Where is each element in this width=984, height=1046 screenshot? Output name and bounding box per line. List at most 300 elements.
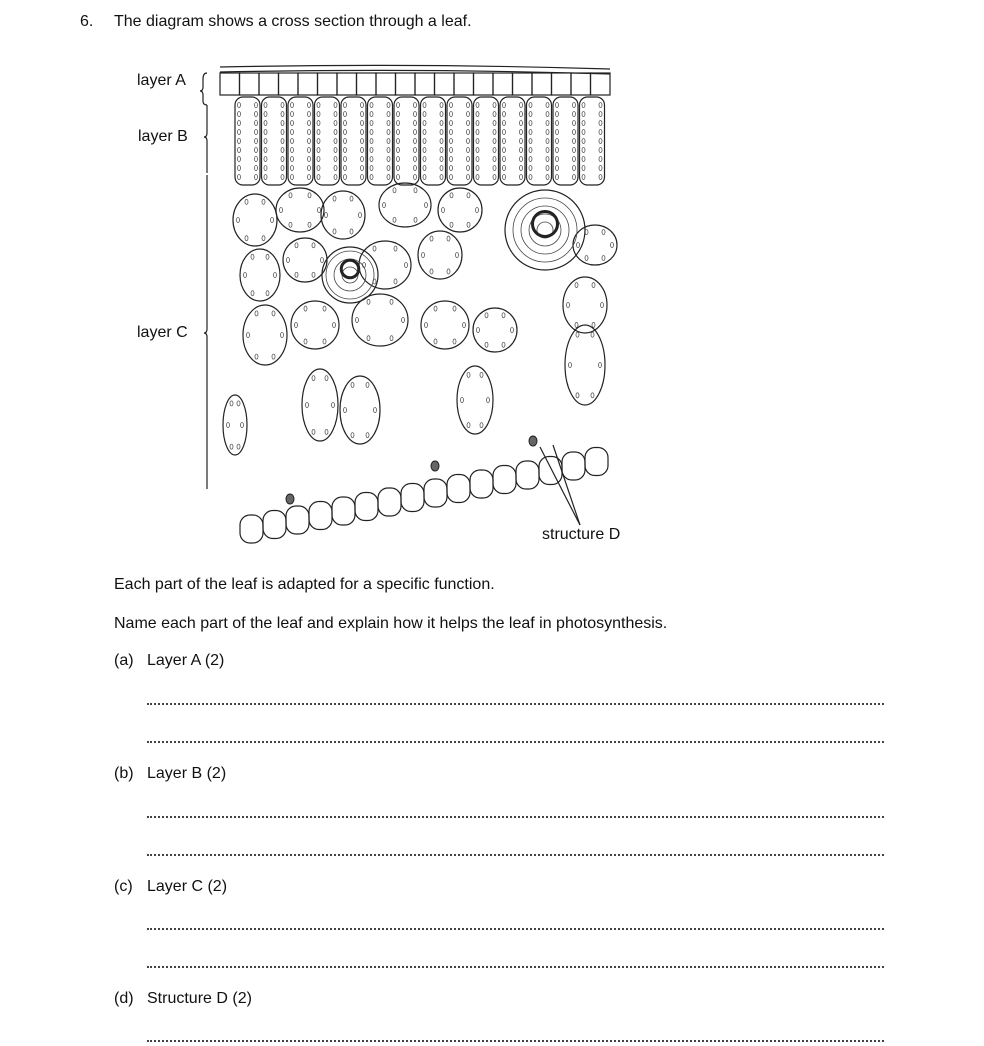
chloroplast bbox=[291, 121, 294, 126]
chloroplast bbox=[361, 175, 364, 180]
chloroplast bbox=[487, 398, 490, 403]
chloroplast bbox=[592, 322, 595, 327]
chloroplast bbox=[237, 401, 240, 406]
chloroplast bbox=[453, 339, 456, 344]
chloroplast bbox=[238, 130, 241, 135]
chloroplast bbox=[414, 139, 417, 144]
palisade-cell bbox=[235, 97, 260, 185]
chloroplast bbox=[264, 130, 267, 135]
answer-line[interactable] bbox=[147, 741, 884, 743]
chloroplast bbox=[266, 291, 269, 296]
chloroplast bbox=[520, 112, 523, 117]
chloroplast bbox=[529, 157, 532, 162]
chloroplast bbox=[576, 332, 579, 337]
chloroplast bbox=[556, 157, 559, 162]
epidermis-cell bbox=[357, 73, 377, 95]
chloroplast bbox=[467, 148, 470, 153]
chloroplast bbox=[255, 148, 258, 153]
chloroplast bbox=[295, 243, 298, 248]
answer-line[interactable] bbox=[147, 928, 884, 930]
chloroplast bbox=[493, 139, 496, 144]
chloroplast bbox=[529, 166, 532, 171]
chloroplast bbox=[281, 333, 284, 338]
chloroplast bbox=[450, 148, 453, 153]
chloroplast bbox=[334, 139, 337, 144]
chloroplast bbox=[461, 398, 464, 403]
chloroplast bbox=[238, 175, 241, 180]
chloroplast bbox=[529, 103, 532, 108]
chloroplast bbox=[476, 112, 479, 117]
chloroplast bbox=[344, 130, 347, 135]
chloroplast bbox=[577, 243, 580, 248]
chloroplast bbox=[359, 213, 362, 218]
bracket-layer-b bbox=[204, 105, 207, 173]
chloroplast bbox=[546, 130, 549, 135]
chloroplast bbox=[238, 166, 241, 171]
epidermis-cell bbox=[474, 73, 494, 95]
chloroplast bbox=[332, 403, 335, 408]
chloroplast bbox=[476, 157, 479, 162]
chloroplast bbox=[281, 112, 284, 117]
chloroplast bbox=[308, 157, 311, 162]
spongy-cell bbox=[379, 183, 431, 227]
chloroplast bbox=[493, 166, 496, 171]
chloroplast bbox=[255, 311, 258, 316]
chloroplast bbox=[397, 130, 400, 135]
chloroplast bbox=[450, 121, 453, 126]
chloroplast bbox=[266, 254, 269, 259]
chloroplast bbox=[493, 157, 496, 162]
chloroplast bbox=[374, 408, 377, 413]
chloroplast bbox=[291, 139, 294, 144]
chloroplast bbox=[442, 208, 445, 213]
chloroplast bbox=[361, 139, 364, 144]
chloroplast bbox=[344, 112, 347, 117]
lower-epidermis-cell bbox=[562, 452, 585, 480]
chloroplast bbox=[450, 175, 453, 180]
chloroplast bbox=[264, 175, 267, 180]
chloroplast bbox=[440, 103, 443, 108]
spongy-cell bbox=[421, 301, 469, 349]
spongy-cell bbox=[291, 301, 339, 349]
chloroplast bbox=[317, 130, 320, 135]
chloroplast bbox=[264, 112, 267, 117]
chloroplast bbox=[281, 175, 284, 180]
chloroplast bbox=[271, 218, 274, 223]
chloroplast bbox=[344, 148, 347, 153]
chloroplast bbox=[245, 199, 248, 204]
chloroplast bbox=[440, 139, 443, 144]
chloroplast bbox=[334, 175, 337, 180]
chloroplast bbox=[394, 246, 397, 251]
chloroplast bbox=[373, 246, 376, 251]
chloroplast bbox=[367, 299, 370, 304]
chloroplast bbox=[397, 157, 400, 162]
chloroplast bbox=[520, 175, 523, 180]
chloroplast bbox=[387, 130, 390, 135]
chloroplast bbox=[238, 148, 241, 153]
chloroplast bbox=[366, 382, 369, 387]
chloroplast bbox=[230, 444, 233, 449]
chloroplast bbox=[238, 103, 241, 108]
xylem bbox=[341, 260, 359, 278]
chloroplast bbox=[582, 139, 585, 144]
chloroplast bbox=[281, 139, 284, 144]
chloroplast bbox=[503, 112, 506, 117]
chloroplast bbox=[573, 130, 576, 135]
chloroplast bbox=[467, 103, 470, 108]
chloroplast bbox=[308, 222, 311, 227]
chloroplast bbox=[599, 121, 602, 126]
palisade-cell bbox=[341, 97, 366, 185]
answer-line[interactable] bbox=[147, 703, 884, 705]
chloroplast bbox=[573, 121, 576, 126]
chloroplast bbox=[262, 199, 265, 204]
chloroplast bbox=[520, 139, 523, 144]
chloroplast bbox=[599, 148, 602, 153]
chloroplast bbox=[440, 157, 443, 162]
chloroplast bbox=[351, 433, 354, 438]
part-letter: (c) bbox=[114, 878, 133, 895]
chloroplast bbox=[281, 166, 284, 171]
chloroplast bbox=[334, 103, 337, 108]
epidermis-cell bbox=[220, 73, 240, 95]
chloroplast bbox=[367, 336, 370, 341]
chloroplast bbox=[546, 139, 549, 144]
chloroplast bbox=[546, 121, 549, 126]
chloroplast bbox=[480, 372, 483, 377]
chloroplast bbox=[546, 103, 549, 108]
chloroplast bbox=[440, 148, 443, 153]
chloroplast bbox=[582, 157, 585, 162]
chloroplast bbox=[423, 139, 426, 144]
chloroplast bbox=[272, 311, 275, 316]
chloroplast bbox=[350, 196, 353, 201]
vascular-bundle bbox=[322, 247, 378, 303]
chloroplast bbox=[520, 103, 523, 108]
chloroplast bbox=[476, 103, 479, 108]
chloroplast bbox=[255, 121, 258, 126]
chloroplast bbox=[599, 363, 602, 368]
chloroplast bbox=[387, 166, 390, 171]
chloroplast bbox=[255, 175, 258, 180]
chloroplast bbox=[351, 382, 354, 387]
chloroplast bbox=[333, 196, 336, 201]
chloroplast bbox=[423, 166, 426, 171]
chloroplast bbox=[582, 112, 585, 117]
palisade-cell bbox=[421, 97, 446, 185]
spongy-cell bbox=[565, 325, 605, 405]
chloroplast bbox=[575, 322, 578, 327]
chloroplast bbox=[264, 148, 267, 153]
chloroplast bbox=[325, 429, 328, 434]
part-letter: (a) bbox=[114, 652, 134, 669]
lower-epidermis-cell bbox=[263, 511, 286, 539]
chloroplast bbox=[556, 112, 559, 117]
lower-epidermis-cell bbox=[424, 479, 447, 507]
epidermis-cell bbox=[493, 73, 513, 95]
chloroplast bbox=[308, 139, 311, 144]
chloroplast bbox=[308, 175, 311, 180]
chloroplast bbox=[237, 444, 240, 449]
chloroplast bbox=[308, 148, 311, 153]
chloroplast bbox=[291, 157, 294, 162]
chloroplast bbox=[325, 376, 328, 381]
chloroplast bbox=[450, 193, 453, 198]
palisade-cell bbox=[527, 97, 552, 185]
chloroplast bbox=[447, 269, 450, 274]
chloroplast bbox=[599, 166, 602, 171]
chloroplast bbox=[503, 103, 506, 108]
label-structure-d: structure D bbox=[542, 526, 621, 543]
chloroplast bbox=[334, 112, 337, 117]
chloroplast bbox=[576, 393, 579, 398]
chloroplast bbox=[390, 336, 393, 341]
chloroplast bbox=[251, 291, 254, 296]
chloroplast bbox=[308, 193, 311, 198]
chloroplast bbox=[308, 112, 311, 117]
statement: Each part of the leaf is adapted for a specific function. bbox=[114, 576, 495, 593]
chloroplast bbox=[370, 148, 373, 153]
chloroplast bbox=[502, 342, 505, 347]
chloroplast bbox=[317, 112, 320, 117]
chloroplast bbox=[591, 332, 594, 337]
chloroplast bbox=[361, 112, 364, 117]
chloroplast bbox=[450, 166, 453, 171]
answer-line[interactable] bbox=[147, 1040, 884, 1042]
chloroplast bbox=[370, 121, 373, 126]
chloroplast bbox=[356, 318, 359, 323]
chloroplast bbox=[397, 139, 400, 144]
chloroplast bbox=[272, 354, 275, 359]
chloroplast bbox=[503, 175, 506, 180]
chloroplast bbox=[387, 148, 390, 153]
chloroplast bbox=[291, 112, 294, 117]
chloroplast bbox=[520, 157, 523, 162]
chloroplast bbox=[414, 121, 417, 126]
chloroplast bbox=[480, 423, 483, 428]
spongy-cell bbox=[359, 241, 411, 289]
chloroplast bbox=[546, 148, 549, 153]
answer-line[interactable] bbox=[147, 816, 884, 818]
chloroplast bbox=[397, 112, 400, 117]
chloroplast bbox=[255, 354, 258, 359]
chloroplast bbox=[546, 157, 549, 162]
chloroplast bbox=[264, 139, 267, 144]
question-intro: The diagram shows a cross section through a leaf. bbox=[114, 13, 472, 30]
chloroplast bbox=[241, 423, 244, 428]
chloroplast bbox=[350, 229, 353, 234]
chloroplast bbox=[287, 258, 290, 263]
chloroplast bbox=[264, 121, 267, 126]
chloroplast bbox=[423, 121, 426, 126]
chloroplast bbox=[467, 130, 470, 135]
chloroplast bbox=[493, 130, 496, 135]
chloroplast bbox=[387, 103, 390, 108]
chloroplast bbox=[289, 193, 292, 198]
chloroplast bbox=[281, 148, 284, 153]
chloroplast bbox=[325, 213, 328, 218]
cuticle bbox=[220, 65, 610, 69]
chloroplast bbox=[447, 236, 450, 241]
chloroplast bbox=[602, 230, 605, 235]
chloroplast bbox=[251, 254, 254, 259]
bracket-layer-a bbox=[200, 73, 207, 105]
chloroplast bbox=[422, 253, 425, 258]
chloroplast bbox=[387, 139, 390, 144]
chloroplast bbox=[463, 323, 466, 328]
chloroplast bbox=[318, 208, 321, 213]
chloroplast bbox=[245, 236, 248, 241]
chloroplast bbox=[264, 157, 267, 162]
chloroplast bbox=[308, 130, 311, 135]
chloroplast bbox=[493, 175, 496, 180]
chloroplast bbox=[308, 121, 311, 126]
chloroplast bbox=[255, 112, 258, 117]
chloroplast bbox=[334, 121, 337, 126]
spongy-cell bbox=[340, 376, 380, 444]
chloroplast bbox=[423, 130, 426, 135]
chloroplast bbox=[425, 203, 428, 208]
chloroplast bbox=[304, 306, 307, 311]
chloroplast bbox=[334, 148, 337, 153]
chloroplast bbox=[503, 130, 506, 135]
chloroplast bbox=[573, 157, 576, 162]
chloroplast bbox=[450, 130, 453, 135]
chloroplast bbox=[599, 130, 602, 135]
spongy-cell bbox=[240, 249, 280, 301]
chloroplast bbox=[317, 103, 320, 108]
chloroplast bbox=[582, 121, 585, 126]
chloroplast bbox=[281, 121, 284, 126]
chloroplast bbox=[317, 175, 320, 180]
chloroplast bbox=[274, 273, 277, 278]
chloroplast bbox=[430, 269, 433, 274]
chloroplast bbox=[476, 175, 479, 180]
chloroplast bbox=[467, 112, 470, 117]
chloroplast bbox=[450, 139, 453, 144]
leaf-cross-section-diagram bbox=[115, 45, 663, 557]
epidermis-cell bbox=[376, 73, 396, 95]
chloroplast bbox=[440, 175, 443, 180]
chloroplast bbox=[556, 148, 559, 153]
chloroplast bbox=[414, 217, 417, 222]
chloroplast bbox=[397, 148, 400, 153]
chloroplast bbox=[262, 236, 265, 241]
lower-epidermis-cell bbox=[585, 448, 608, 476]
chloroplast bbox=[456, 253, 459, 258]
chloroplast bbox=[414, 112, 417, 117]
palisade-cell bbox=[447, 97, 472, 185]
chloroplast bbox=[321, 258, 324, 263]
chloroplast bbox=[440, 121, 443, 126]
answer-line[interactable] bbox=[147, 966, 884, 968]
chloroplast bbox=[585, 255, 588, 260]
chloroplast bbox=[529, 121, 532, 126]
chloroplast bbox=[573, 103, 576, 108]
chloroplast bbox=[556, 121, 559, 126]
chloroplast bbox=[312, 243, 315, 248]
lower-epidermis-cell bbox=[401, 484, 424, 512]
chloroplast bbox=[556, 139, 559, 144]
chloroplast bbox=[361, 166, 364, 171]
chloroplast bbox=[529, 175, 532, 180]
chloroplast bbox=[361, 148, 364, 153]
chloroplast bbox=[414, 157, 417, 162]
part-letter: (b) bbox=[114, 765, 134, 782]
chloroplast bbox=[573, 112, 576, 117]
chloroplast bbox=[306, 403, 309, 408]
guard-cell bbox=[431, 461, 439, 471]
chloroplast bbox=[361, 121, 364, 126]
chloroplast bbox=[440, 130, 443, 135]
chloroplast bbox=[493, 148, 496, 153]
chloroplast bbox=[423, 103, 426, 108]
chloroplast bbox=[425, 323, 428, 328]
palisade-cell bbox=[315, 97, 340, 185]
label-layer-a: layer A bbox=[137, 72, 186, 89]
chloroplast bbox=[450, 112, 453, 117]
chloroplast bbox=[476, 121, 479, 126]
chloroplast bbox=[599, 103, 602, 108]
epidermis-cell bbox=[318, 73, 338, 95]
chloroplast bbox=[281, 103, 284, 108]
chloroplast bbox=[529, 130, 532, 135]
chloroplast bbox=[255, 157, 258, 162]
chloroplast bbox=[414, 188, 417, 193]
chloroplast bbox=[281, 130, 284, 135]
chloroplast bbox=[397, 103, 400, 108]
chloroplast bbox=[317, 121, 320, 126]
chloroplast bbox=[520, 148, 523, 153]
chloroplast bbox=[520, 121, 523, 126]
vascular-tissue bbox=[326, 251, 374, 299]
chloroplast bbox=[546, 175, 549, 180]
chloroplast bbox=[370, 103, 373, 108]
chloroplast bbox=[397, 166, 400, 171]
chloroplast bbox=[611, 243, 614, 248]
chloroplast bbox=[344, 139, 347, 144]
epidermis-cell bbox=[240, 73, 260, 95]
epidermis-cell bbox=[532, 73, 552, 95]
chloroplast bbox=[599, 139, 602, 144]
vascular-tissue bbox=[513, 198, 577, 262]
chloroplast bbox=[393, 188, 396, 193]
chloroplast bbox=[476, 139, 479, 144]
vascular-bundle bbox=[505, 190, 585, 270]
chloroplast bbox=[312, 376, 315, 381]
guard-cell bbox=[529, 436, 537, 446]
chloroplast bbox=[467, 175, 470, 180]
epidermis-cell bbox=[259, 73, 279, 95]
lower-epidermis-cell bbox=[447, 475, 470, 503]
chloroplast bbox=[582, 103, 585, 108]
chloroplast bbox=[423, 175, 426, 180]
answer-line[interactable] bbox=[147, 854, 884, 856]
chloroplast bbox=[573, 166, 576, 171]
chloroplast bbox=[476, 130, 479, 135]
chloroplast bbox=[567, 303, 570, 308]
chloroplast bbox=[247, 333, 250, 338]
palisade-cell bbox=[368, 97, 393, 185]
chloroplast bbox=[334, 130, 337, 135]
chloroplast bbox=[264, 166, 267, 171]
chloroplast bbox=[503, 148, 506, 153]
spongy-cell bbox=[276, 188, 324, 232]
chloroplast bbox=[344, 157, 347, 162]
chloroplast bbox=[493, 112, 496, 117]
chloroplast bbox=[312, 272, 315, 277]
